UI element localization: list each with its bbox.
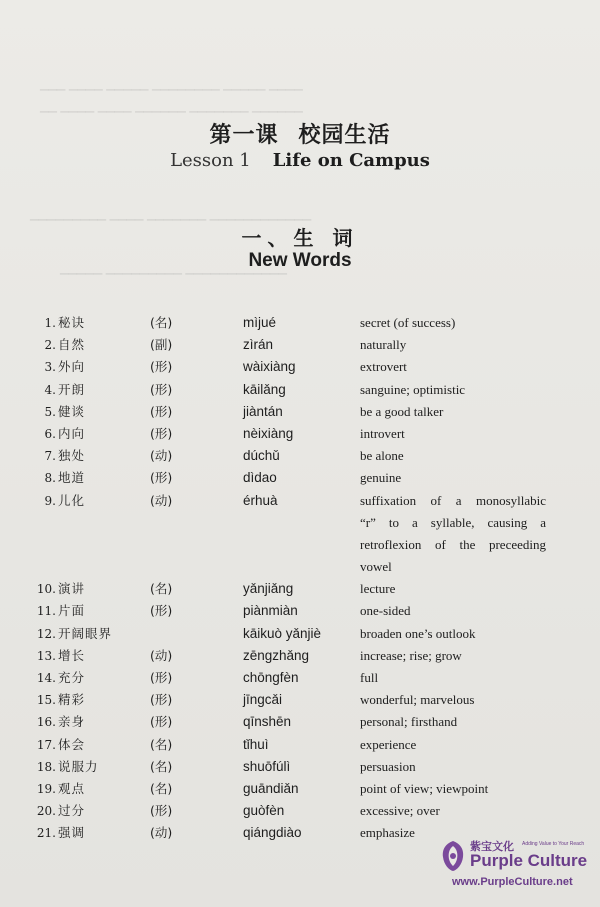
vocab-meaning-line: be a good talker — [360, 403, 444, 419]
vocab-part-of-speech: (动) — [150, 492, 173, 508]
lesson-title-en — [0, 150, 600, 171]
purple-culture-watermark — [440, 838, 596, 894]
vocab-number: 21. — [36, 826, 56, 841]
vocab-number: 1. — [44, 316, 56, 330]
vocab-number: 16. — [36, 715, 56, 730]
vocab-pinyin: tǐhuì — [243, 736, 269, 752]
vocab-number: 17. — [36, 737, 56, 752]
vocab-pinyin: jiàntán — [243, 403, 283, 419]
vocab-word: 开阔眼界 — [58, 625, 113, 641]
vocab-part-of-speech: (形) — [150, 803, 173, 819]
bleed-through-texture: ▁▁▁ ▁▁▁▁ ▁▁▁▁▁ ▁▁▁▁▁▁▁▁ ▁▁▁▁▁ ▁▁▁▁ — [40, 78, 303, 91]
vocab-meaning-line: excessive; over — [360, 803, 440, 819]
lesson-number-en: Lesson 1 — [170, 150, 251, 171]
vocab-pinyin: wàixiàng — [243, 359, 296, 375]
vocab-meaning — [360, 312, 550, 334]
vocab-meaning-line: personal; firsthand — [360, 714, 458, 730]
vocab-word: 观点 — [58, 780, 86, 796]
vocab-row — [0, 756, 600, 778]
vocab-meaning — [360, 623, 550, 645]
vocab-meaning-line: suffixation of a monosyllabic — [360, 492, 546, 508]
section-heading-cn: 一、生 词 — [241, 226, 359, 250]
vocab-word: 体会 — [58, 736, 86, 752]
vocab-part-of-speech: (动) — [150, 448, 173, 464]
vocab-word: 亲身 — [58, 714, 86, 730]
vocab-meaning-line: vowel — [360, 559, 392, 575]
section-heading-en: New Words — [248, 250, 352, 271]
vocab-number: 9. — [44, 493, 56, 508]
vocab-pinyin: dúchǔ — [243, 448, 280, 464]
vocab-part-of-speech: (名) — [150, 758, 173, 774]
vocab-part-of-speech: (副) — [150, 337, 173, 353]
vocab-meaning — [360, 645, 550, 667]
vocab-row — [0, 800, 600, 822]
vocab-meaning — [360, 756, 550, 778]
vocab-meaning — [360, 778, 550, 800]
vocab-pinyin: kāikuò yǎnjiè — [243, 625, 322, 641]
vocab-word: 秘诀 — [58, 315, 86, 330]
vocab-row — [0, 734, 600, 756]
vocab-row — [0, 778, 600, 800]
vocab-part-of-speech: (形) — [150, 714, 173, 730]
vocab-row — [0, 689, 600, 711]
vocab-row — [0, 445, 600, 467]
vocab-row — [0, 667, 600, 689]
vocab-number: 12. — [36, 626, 56, 641]
vocab-number: 3. — [44, 360, 56, 375]
vocab-number: 13. — [36, 648, 56, 663]
vocab-meaning — [360, 600, 550, 622]
vocab-number: 6. — [44, 426, 56, 441]
vocab-part-of-speech: (形) — [150, 381, 173, 397]
vocab-meaning-line: extrovert — [360, 359, 407, 375]
vocab-meaning-line: increase; rise; grow — [360, 647, 462, 663]
vocab-meaning — [360, 467, 550, 489]
vocab-meaning-line: full — [360, 670, 379, 686]
bleed-through-texture: ▁▁▁▁▁ ▁▁▁▁▁▁▁▁▁ ▁▁▁▁▁▁▁▁▁▁▁▁ — [60, 262, 287, 275]
vocab-meaning-line: introvert — [360, 425, 405, 441]
vocab-part-of-speech: (形) — [150, 425, 173, 441]
vocab-meaning — [360, 711, 550, 733]
vocab-word: 精彩 — [58, 692, 86, 708]
vocab-part-of-speech: (形) — [150, 470, 173, 486]
vocab-row — [0, 645, 600, 667]
vocab-part-of-speech: (名) — [150, 736, 173, 752]
vocab-part-of-speech: (名) — [150, 315, 173, 330]
vocab-meaning — [360, 356, 550, 378]
vocab-part-of-speech: (形) — [150, 692, 173, 708]
vocab-meaning-line: “r” to a syllable, causing a — [360, 514, 546, 530]
vocab-meaning — [360, 379, 550, 401]
vocab-number: 5. — [44, 404, 56, 419]
vocab-word: 儿化 — [58, 492, 86, 508]
vocab-pinyin: zēngzhǎng — [243, 647, 310, 663]
vocab-row — [0, 490, 600, 579]
lesson-title-cn — [0, 118, 600, 149]
vocab-row — [0, 334, 600, 356]
vocab-number: 10. — [36, 582, 56, 597]
vocab-pinyin: qīnshēn — [243, 714, 292, 730]
purple-culture-logo-icon — [440, 840, 466, 872]
vocab-number: 15. — [36, 693, 56, 708]
vocab-pinyin: dìdao — [243, 470, 277, 486]
vocab-part-of-speech: (名) — [150, 581, 173, 597]
vocab-meaning-line: one-sided — [360, 603, 411, 619]
vocab-pinyin: érhuà — [243, 492, 278, 508]
vocab-meaning-line: naturally — [360, 337, 407, 353]
vocab-pinyin: mìjué — [243, 315, 277, 330]
vocab-meaning-line: sanguine; optimistic — [360, 381, 466, 397]
vocab-number: 20. — [36, 804, 56, 819]
vocab-row — [0, 356, 600, 378]
vocabulary-list — [0, 312, 600, 845]
vocab-meaning-line: secret (of success) — [360, 315, 456, 330]
watermark-tagline: Adding Value to Your Reach — [522, 841, 585, 847]
vocab-word: 健谈 — [58, 403, 86, 419]
vocab-row — [0, 379, 600, 401]
vocab-meaning-line: experience — [360, 736, 417, 752]
vocab-number: 2. — [44, 338, 56, 353]
vocab-part-of-speech: (形) — [150, 359, 173, 375]
vocab-row — [0, 623, 600, 645]
vocab-meaning-line: emphasize — [360, 825, 415, 841]
vocab-part-of-speech: (动) — [150, 825, 173, 841]
vocab-pinyin: kāilǎng — [243, 381, 286, 397]
vocab-meaning-line: broaden one’s outlook — [360, 625, 476, 641]
watermark-brand-name: Purple Culture — [470, 851, 588, 870]
vocab-meaning-line: point of view; viewpoint — [360, 780, 489, 796]
vocab-row — [0, 600, 600, 622]
vocab-row — [0, 423, 600, 445]
vocab-meaning — [360, 445, 550, 467]
vocab-meaning-line: wonderful; marvelous — [360, 692, 475, 708]
vocab-pinyin: qiángdiào — [243, 825, 302, 841]
vocab-meaning-line: retroflexion of the preceeding — [360, 536, 546, 552]
vocab-pinyin: yǎnjiǎng — [243, 581, 294, 597]
vocab-word: 独处 — [58, 448, 86, 464]
vocab-pinyin: zìrán — [243, 337, 274, 353]
vocab-meaning-line: persuasion — [360, 758, 416, 774]
vocab-meaning — [360, 401, 550, 423]
vocab-pinyin: jīngcǎi — [243, 692, 283, 708]
vocab-word: 内向 — [58, 425, 86, 441]
vocab-number: 8. — [44, 471, 56, 486]
vocab-word: 过分 — [58, 803, 86, 819]
vocab-word: 强调 — [58, 825, 86, 841]
vocab-meaning — [360, 578, 550, 600]
vocab-word: 外向 — [58, 359, 86, 375]
vocab-row — [0, 401, 600, 423]
watermark-cn-text: 紫宝文化 — [470, 840, 514, 853]
vocab-number: 14. — [36, 671, 56, 686]
vocab-word: 开朗 — [58, 381, 86, 397]
vocab-pinyin: piànmiàn — [243, 603, 298, 619]
vocab-pinyin: shuōfúlì — [243, 758, 291, 774]
vocab-part-of-speech: (形) — [150, 403, 173, 419]
vocab-pinyin: nèixiàng — [243, 425, 294, 441]
vocab-part-of-speech: (动) — [150, 647, 173, 663]
vocab-number: 18. — [36, 759, 56, 774]
vocab-word: 说服力 — [58, 758, 99, 774]
vocab-meaning — [360, 689, 550, 711]
vocab-number: 11. — [36, 604, 56, 619]
vocab-row — [0, 312, 600, 334]
lesson-number-cn: 第一课 — [209, 123, 279, 148]
vocab-pinyin: chōngfèn — [243, 670, 299, 686]
vocab-meaning — [360, 667, 550, 689]
vocab-word: 片面 — [58, 603, 86, 619]
watermark-url: www.PurpleCulture.net — [452, 876, 573, 888]
vocab-meaning-line: genuine — [360, 470, 402, 486]
vocab-word: 增长 — [58, 647, 86, 663]
vocab-meaning-line: be alone — [360, 448, 404, 464]
vocab-number: 7. — [44, 449, 56, 464]
vocab-part-of-speech: (形) — [150, 670, 173, 686]
lesson-name-en: Life on Campus — [272, 150, 430, 171]
vocab-row — [0, 467, 600, 489]
vocab-word: 自然 — [58, 337, 86, 353]
vocab-meaning — [360, 490, 550, 579]
vocab-word: 地道 — [58, 470, 86, 486]
vocab-pinyin: guāndiǎn — [243, 780, 299, 796]
vocab-number: 4. — [44, 382, 56, 397]
bleed-through-texture: ▁▁▁▁▁▁▁▁▁ ▁▁▁▁ ▁▁▁▁▁▁▁ ▁▁▁▁▁▁▁▁▁▁▁▁ — [30, 208, 312, 221]
vocab-number: 19. — [36, 781, 56, 796]
vocab-row — [0, 711, 600, 733]
vocab-meaning — [360, 334, 550, 356]
vocab-word: 充分 — [58, 670, 86, 686]
vocab-meaning — [360, 734, 550, 756]
vocab-row — [0, 578, 600, 600]
vocab-meaning — [360, 423, 550, 445]
bleed-through-texture: ▁▁ ▁▁▁▁ ▁▁▁▁ ▁▁▁▁▁▁ ▁▁▁▁▁▁▁ ▁▁▁▁▁▁ — [40, 100, 303, 113]
vocab-meaning — [360, 800, 550, 822]
vocab-part-of-speech: (名) — [150, 780, 173, 796]
vocab-meaning-line: lecture — [360, 581, 396, 597]
vocab-pinyin: guòfèn — [243, 803, 285, 819]
lesson-name-cn: 校园生活 — [298, 123, 391, 148]
vocab-part-of-speech: (形) — [150, 603, 173, 619]
vocab-word: 演讲 — [58, 581, 86, 597]
